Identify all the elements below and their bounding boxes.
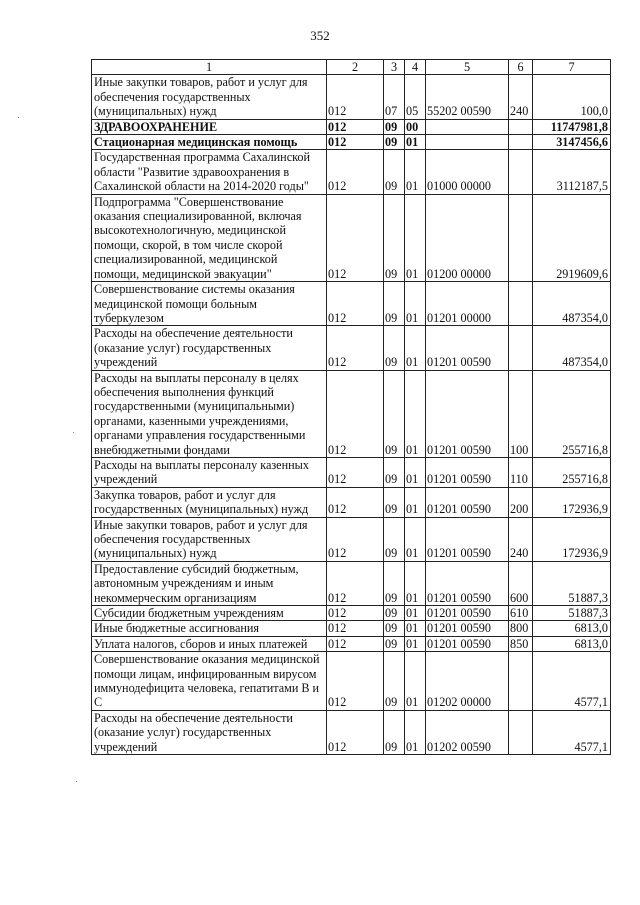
target-article-cell: 01200 00000 [426,194,509,281]
row-name-cell: Закупка товаров, работ и услуг для государственных (муниципальных) нужд [92,487,327,517]
ministry-code-cell: 012 [327,119,384,134]
table-row [92,119,611,134]
table-row [92,487,611,517]
section-code-cell: 09 [384,282,405,326]
expense-type-cell: 100 [509,370,533,457]
table-row [92,135,611,150]
section-code-cell: 09 [384,487,405,517]
amount-cell: 4577,1 [533,652,611,711]
expense-type-cell: 600 [509,561,533,605]
table-header-row [92,60,611,75]
section-code-cell: 09 [384,194,405,281]
ministry-code-cell: 012 [327,75,384,119]
ministry-code-cell: 012 [327,606,384,621]
table-row [92,621,611,636]
row-name-cell: Совершенствование системы оказания медицинской помощи больным туберкулезом [92,282,327,326]
section-code-cell: 09 [384,652,405,711]
amount-cell: 172936,9 [533,517,611,561]
amount-cell: 3147456,6 [533,135,611,150]
subsection-code-cell: 01 [405,710,426,754]
expense-type-cell: 240 [509,517,533,561]
subsection-code-cell: 01 [405,135,426,150]
subsection-code-cell: 01 [405,282,426,326]
subsection-code-cell: 00 [405,119,426,134]
ministry-code-cell: 012 [327,370,384,457]
row-name-cell: Предоставление субсидий бюджетным, автономным учреждениям и иным некоммерческим организациям [92,561,327,605]
section-code-cell: 09 [384,517,405,561]
row-name-cell: Стационарная медицинская помощь [92,135,327,150]
expense-type-cell [509,150,533,194]
amount-cell: 2919609,6 [533,194,611,281]
table-row [92,282,611,326]
expense-type-cell: 110 [509,457,533,487]
subsection-code-cell: 01 [405,370,426,457]
section-code-cell: 09 [384,606,405,621]
ministry-code-cell: 012 [327,621,384,636]
table-row [92,326,611,370]
target-article-cell: 55202 00590 [426,75,509,119]
scan-speck [73,432,74,433]
table-row [92,606,611,621]
column-header: 5 [426,60,509,75]
ministry-code-cell: 012 [327,194,384,281]
table-row [92,561,611,605]
amount-cell: 487354,0 [533,282,611,326]
row-name-cell: Иные бюджетные ассигнования [92,621,327,636]
table-row [92,457,611,487]
amount-cell: 255716,8 [533,457,611,487]
ministry-code-cell: 012 [327,636,384,651]
table-row [92,517,611,561]
table-row [92,150,611,194]
ministry-code-cell: 012 [327,517,384,561]
expense-type-cell [509,194,533,281]
page-number: 352 [310,28,330,43]
table-body [92,60,611,755]
ministry-code-cell: 012 [327,326,384,370]
expense-type-cell [509,135,533,150]
subsection-code-cell: 01 [405,457,426,487]
subsection-code-cell: 01 [405,517,426,561]
target-article-cell [426,135,509,150]
scan-speck [76,781,77,782]
subsection-code-cell: 01 [405,621,426,636]
table-row [92,636,611,651]
table-row [92,652,611,711]
table-row [92,710,611,754]
column-header: 7 [533,60,611,75]
amount-cell: 172936,9 [533,487,611,517]
section-code-cell: 09 [384,636,405,651]
amount-cell: 255716,8 [533,370,611,457]
expense-type-cell: 800 [509,621,533,636]
table-row [92,370,611,457]
column-header: 6 [509,60,533,75]
row-name-cell: Субсидии бюджетным учреждениям [92,606,327,621]
target-article-cell: 01201 00590 [426,517,509,561]
ministry-code-cell: 012 [327,652,384,711]
expense-type-cell [509,282,533,326]
expense-type-cell: 610 [509,606,533,621]
section-code-cell: 09 [384,561,405,605]
column-header: 4 [405,60,426,75]
row-name-cell: Иные закупки товаров, работ и услуг для обеспечения государственных (муниципальных) нужд [92,75,327,119]
target-article-cell [426,119,509,134]
amount-cell: 51887,3 [533,606,611,621]
section-code-cell: 09 [384,457,405,487]
expense-type-cell [509,652,533,711]
amount-cell: 51887,3 [533,561,611,605]
row-name-cell: Иные закупки товаров, работ и услуг для обеспечения государственных (муниципальных) нужд [92,517,327,561]
section-code-cell: 09 [384,119,405,134]
row-name-cell: Расходы на выплаты персоналу в целях обеспечения выполнения функций государственными (муниципальными) органами, казенными учреждениями, органами управления государственными внебюджетными фондами [92,370,327,457]
subsection-code-cell: 01 [405,606,426,621]
amount-cell: 100,0 [533,75,611,119]
target-article-cell: 01201 00590 [426,621,509,636]
expense-type-cell: 200 [509,487,533,517]
row-name-cell: Расходы на обеспечение деятельности (оказание услуг) государственных учреждений [92,326,327,370]
target-article-cell: 01201 00590 [426,487,509,517]
amount-cell: 6813,0 [533,636,611,651]
target-article-cell: 01202 00590 [426,710,509,754]
section-code-cell: 09 [384,150,405,194]
amount-cell: 11747981,8 [533,119,611,134]
scan-speck [18,117,19,118]
row-name-cell: Подпрограмма "Совершенствование оказания специализированной, включая высокотехнологичную, медицинской помощи, скорой, в том числе скорой специализированной, медицинской помощи, медицинской эвакуации" [92,194,327,281]
section-code-cell: 09 [384,326,405,370]
ministry-code-cell: 012 [327,487,384,517]
budget-table [91,59,611,755]
section-code-cell: 09 [384,370,405,457]
table-row [92,75,611,119]
target-article-cell: 01201 00590 [426,457,509,487]
subsection-code-cell: 01 [405,326,426,370]
ministry-code-cell: 012 [327,561,384,605]
subsection-code-cell: 05 [405,75,426,119]
expense-type-cell [509,119,533,134]
section-code-cell: 07 [384,75,405,119]
ministry-code-cell: 012 [327,710,384,754]
amount-cell: 4577,1 [533,710,611,754]
subsection-code-cell: 01 [405,652,426,711]
section-code-cell: 09 [384,710,405,754]
expense-type-cell: 240 [509,75,533,119]
row-name-cell: Совершенствование оказания медицинской помощи лицам, инфицированным вирусом иммунодефицита человека, гепатитами В и С [92,652,327,711]
subsection-code-cell: 01 [405,194,426,281]
amount-cell: 6813,0 [533,621,611,636]
ministry-code-cell: 012 [327,457,384,487]
target-article-cell: 01201 00590 [426,561,509,605]
column-header: 3 [384,60,405,75]
expense-type-cell: 850 [509,636,533,651]
section-code-cell: 09 [384,135,405,150]
target-article-cell: 01201 00590 [426,636,509,651]
expense-type-cell [509,326,533,370]
amount-cell: 487354,0 [533,326,611,370]
subsection-code-cell: 01 [405,636,426,651]
subsection-code-cell: 01 [405,150,426,194]
expense-type-cell [509,710,533,754]
target-article-cell: 01202 00000 [426,652,509,711]
ministry-code-cell: 012 [327,150,384,194]
row-name-cell: Государственная программа Сахалинской области "Развитие здравоохранения в Сахалинской области на 2014-2020 годы" [92,150,327,194]
target-article-cell: 01201 00590 [426,370,509,457]
target-article-cell: 01201 00590 [426,606,509,621]
subsection-code-cell: 01 [405,561,426,605]
subsection-code-cell: 01 [405,487,426,517]
row-name-cell: Расходы на обеспечение деятельности (оказание услуг) государственных учреждений [92,710,327,754]
target-article-cell: 01000 00000 [426,150,509,194]
section-code-cell: 09 [384,621,405,636]
target-article-cell: 01201 00000 [426,282,509,326]
table-row [92,194,611,281]
target-article-cell: 01201 00590 [426,326,509,370]
row-name-cell: Расходы на выплаты персоналу казенных учреждений [92,457,327,487]
row-name-cell: Уплата налогов, сборов и иных платежей [92,636,327,651]
column-header: 2 [327,60,384,75]
ministry-code-cell: 012 [327,282,384,326]
amount-cell: 3112187,5 [533,150,611,194]
column-header: 1 [92,60,327,75]
row-name-cell: ЗДРАВООХРАНЕНИЕ [92,119,327,134]
ministry-code-cell: 012 [327,135,384,150]
